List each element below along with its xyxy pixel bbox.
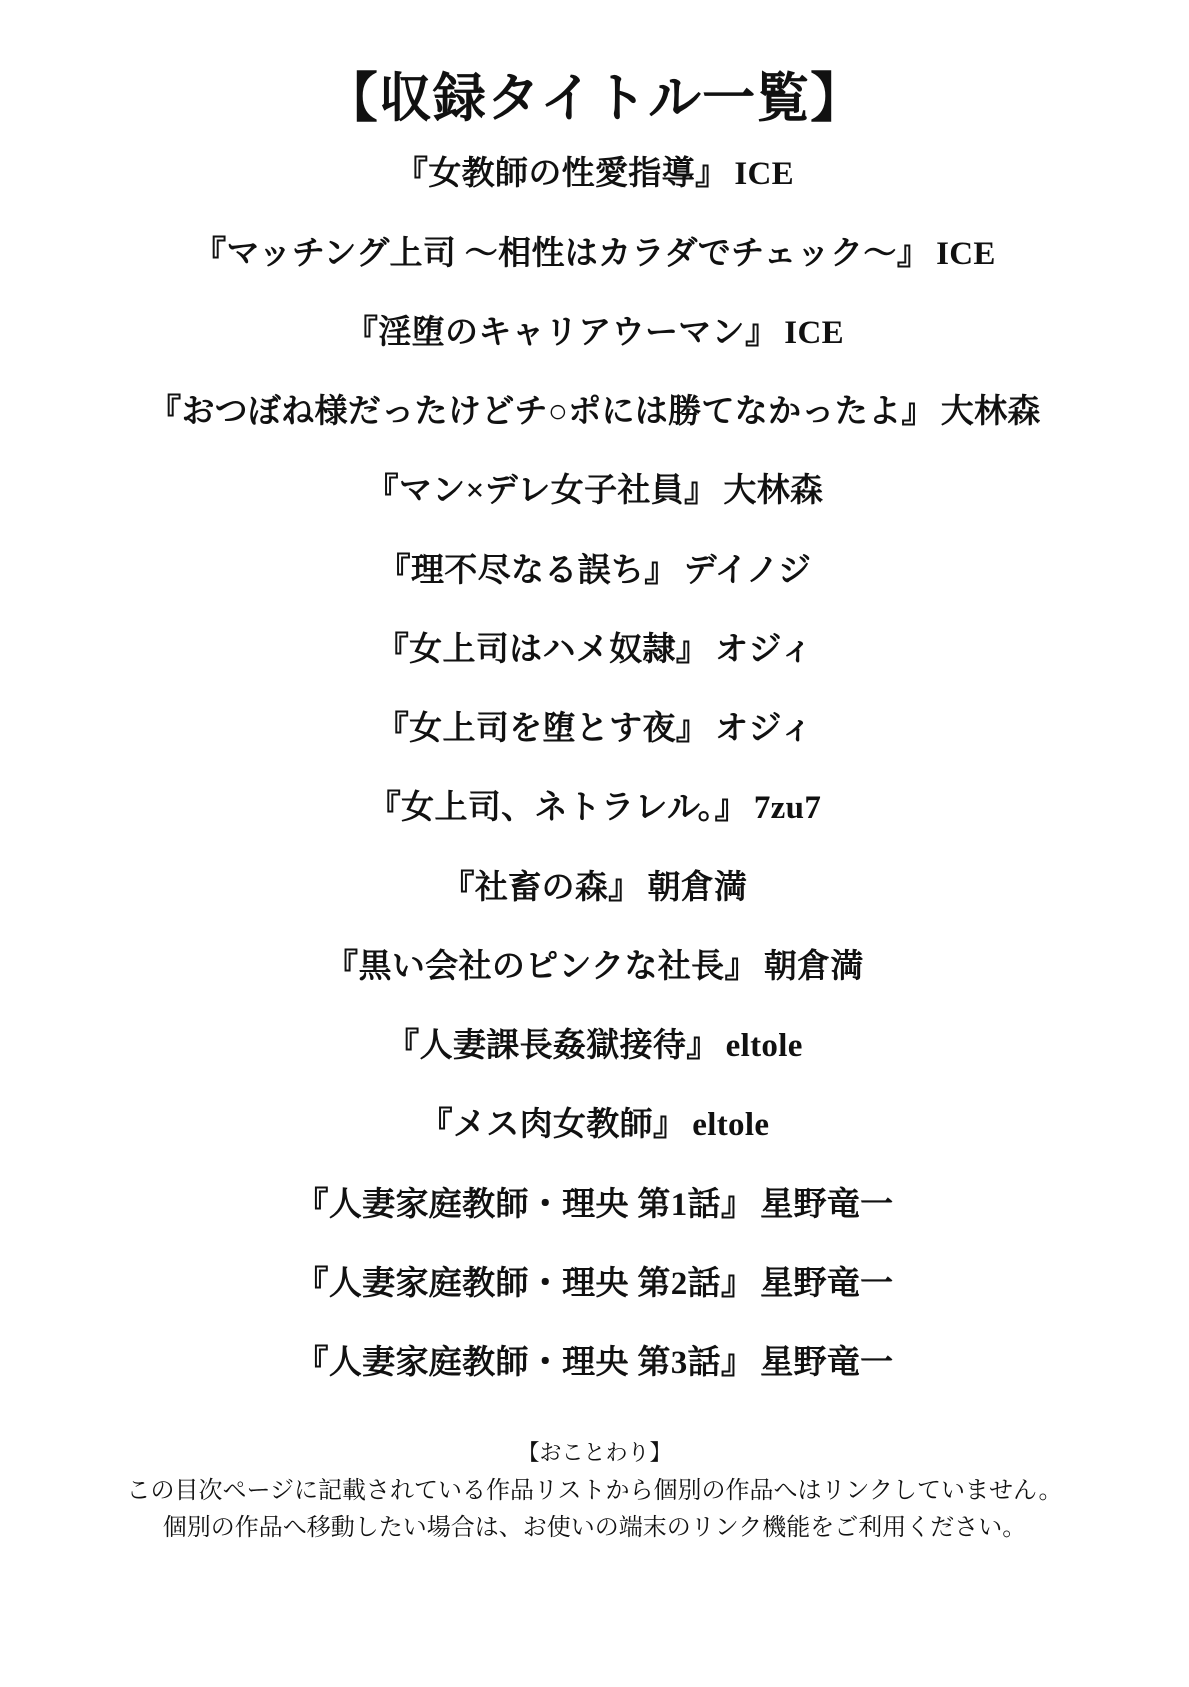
list-item xyxy=(386,1026,802,1067)
entry-author: 星野竜一 xyxy=(760,1265,894,1302)
entry-author: 朝倉満 xyxy=(647,869,748,906)
notice-line-1: この目次ページに記載されている作品リストから個別の作品へはリンクしていません。 xyxy=(126,1478,1063,1505)
entry-author: 大林森 xyxy=(940,394,1041,431)
list-item xyxy=(366,471,824,512)
entry-title: 『理不尽なる誤ち』 xyxy=(377,552,678,589)
entry-title: 『人妻家庭教師・理央 第2話』 xyxy=(295,1265,755,1302)
entry-title: 『人妻家庭教師・理央 第3話』 xyxy=(295,1345,755,1382)
entry-title: 『人妻家庭教師・理央 第1話』 xyxy=(295,1186,755,1223)
list-item xyxy=(378,551,812,592)
entry-author: オジィ xyxy=(715,711,814,748)
entry-title: 『黒い会社のピンクな社長』 xyxy=(325,948,758,985)
notice-block xyxy=(40,1436,1149,1547)
list-item xyxy=(420,1105,770,1146)
entry-author: ICE xyxy=(936,235,996,272)
entry-title: 『社畜の森』 xyxy=(441,869,642,906)
list-item xyxy=(193,234,996,275)
entry-title: 『マッチング上司 ～相性はカラダでチェック～』 xyxy=(193,235,931,272)
entry-author: eltole xyxy=(725,1028,803,1065)
entry-title: 『メス肉女教師』 xyxy=(419,1107,687,1144)
list-item xyxy=(368,788,821,829)
entry-title: 『女上司を堕とす夜』 xyxy=(375,711,710,748)
entry-author: 星野竜一 xyxy=(760,1345,894,1382)
entry-author: オジィ xyxy=(715,631,814,668)
notice-heading: 【おことわり】 xyxy=(517,1440,672,1466)
entry-title: 『女上司、ネトラレル。』 xyxy=(367,790,748,827)
list-item xyxy=(295,1185,893,1226)
list-item xyxy=(442,868,748,909)
notice-line-2: 個別の作品へ移動したい場合は、お使いの端末のリンク機能をご利用ください。 xyxy=(162,1515,1027,1542)
list-item xyxy=(376,630,813,671)
list-item xyxy=(295,1264,893,1305)
list-item xyxy=(325,947,864,988)
entry-author: 大林森 xyxy=(723,473,824,510)
entry-author: ICE xyxy=(784,314,844,351)
page-title: 【収録タイトル一覧】 xyxy=(324,70,865,128)
list-item xyxy=(148,392,1041,433)
list-item xyxy=(295,1343,893,1384)
list-item xyxy=(395,154,794,195)
list-item xyxy=(345,313,844,354)
entry-author: 7zu7 xyxy=(753,790,822,827)
entry-author: 朝倉満 xyxy=(763,948,864,985)
list-item xyxy=(376,709,813,750)
entry-title: 『おつぼね様だったけどチ○ポには勝てなかったよ』 xyxy=(148,394,935,431)
entry-author: 星野竜一 xyxy=(760,1186,894,1223)
entry-title: 『女上司はハメ奴隷』 xyxy=(375,631,710,668)
title-list xyxy=(40,154,1149,1422)
entry-author: ICE xyxy=(734,156,794,193)
entry-title: 『女教師の性愛指導』 xyxy=(395,156,729,193)
entry-title: 『淫堕のキャリアウーマン』 xyxy=(345,314,779,351)
entry-author: eltole xyxy=(692,1107,770,1144)
entry-title: 『人妻課長姦獄接待』 xyxy=(386,1028,720,1065)
entry-author: デイノジ xyxy=(683,552,812,589)
entry-title: 『マン×デレ女子社員』 xyxy=(365,473,718,510)
